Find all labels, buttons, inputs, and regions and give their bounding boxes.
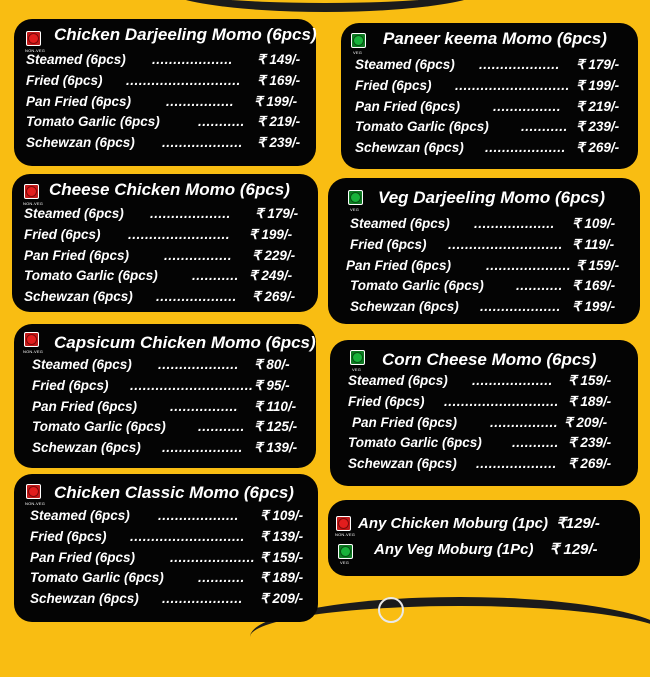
menu-card-capsicum-chicken [14,324,316,468]
badge-caption: NON-VEG [25,48,46,53]
menu-card-chicken-darjeeling [14,19,316,166]
menu-card-moburg [328,500,640,576]
menu-item-price: ₹129/- [556,515,600,532]
section-title: Chicken Classic Momo (6pcs) [54,483,294,502]
menu-item: Tomato Garlic (6pcs) ........... ₹ 249/- [24,268,293,284]
menu-item: Fried (6pcs) ........................... ₹ 189/- [348,393,612,409]
badge-caption: NON-VEG [23,201,44,206]
whisk-icon [378,597,404,623]
badge-caption: VEG [350,207,360,212]
menu-item: Pan Fried (6pcs) .................... ₹ 159/- [346,257,620,273]
menu-item: Tomato Garlic (6pcs) ........... ₹ 169/- [350,278,616,294]
menu-item: Pan Fried (6pcs) ................ ₹ 229/- [24,247,296,263]
menu-item: Schewzan (6pcs) ................... ₹ 139/- [32,440,298,456]
menu-item: Fried (6pcs) ........................... ₹ 139/- [30,528,304,544]
section-title: Cheese Chicken Momo (6pcs) [49,180,290,199]
menu-item: Steamed (6pcs) ................... ₹ 179/- [355,57,620,72]
menu-item-price: ₹ 129/- [549,541,598,558]
menu-item: Steamed (6pcs) ................... ₹ 109/- [350,216,616,231]
menu-item: Steamed (6pcs) ................... ₹ 159/- [348,373,612,388]
badge-caption: NON-VEG [23,349,44,354]
menu-card-cheese-chicken [12,174,318,312]
section-title: Corn Cheese Momo (6pcs) [382,350,597,369]
menu-item: Schewzan (6pcs) ................... ₹ 269/- [355,140,620,156]
section-title: Veg Darjeeling Momo (6pcs) [378,188,606,207]
veg-icon [338,544,353,559]
menu-item: Fried (6pcs) ............................. ₹ 95/- [32,377,290,393]
badge-caption: VEG [352,367,362,372]
menu-item: Pan Fried (6pcs) .................... ₹ 159/- [30,549,304,565]
menu-card-corn-cheese [330,340,638,486]
nonveg-icon [336,516,351,531]
nonveg-icon [26,484,41,499]
menu-item: Steamed (6pcs) ................... ₹ 179/- [24,206,299,221]
menu-item: Schewzan (6pcs) ................... ₹ 269/- [24,289,296,305]
menu-card-paneer-keema [341,23,638,169]
menu-item: Pan Fried (6pcs) ................ ₹ 219/- [355,98,620,114]
nonveg-icon [24,184,39,199]
menu-item: Schewzan (6pcs) ................... ₹ 239/- [26,135,301,151]
menu-item: Fried (6pcs) ........................... ₹ 199/- [355,77,620,93]
menu-item: Fried (6pcs) ........................ ₹ 199/- [24,226,293,242]
nonveg-icon [26,31,41,46]
decorative-swirl [160,0,490,12]
badge-caption: NON-VEG [335,532,356,537]
menu-item-name: Any Chicken Moburg (1pc) [358,515,549,532]
badge-caption: NON-VEG [25,501,46,506]
menu-item: Tomato Garlic (6pcs) ........... ₹ 189/- [30,570,304,586]
veg-icon [351,33,366,48]
badge-caption: VEG [353,50,363,55]
moburg-chicken-row [358,514,600,532]
badge-caption: VEG [340,560,350,565]
menu-item: Tomato Garlic (6pcs) ........... ₹ 125/- [32,419,298,435]
menu-item: Tomato Garlic (6pcs) ........... ₹ 239/- [348,435,612,451]
veg-icon [348,190,363,205]
menu-item: Fried (6pcs) ........................... ₹ 119/- [350,236,615,252]
section-title: Paneer keema Momo (6pcs) [383,29,607,48]
moburg-veg-row [374,540,598,558]
menu-item: Schewzan (6pcs) ................... ₹ 199/- [350,299,616,315]
menu-item: Fried (6pcs) ........................... ₹ 169/- [26,72,301,88]
section-title: Capsicum Chicken Momo (6pcs) [54,333,316,352]
menu-item: Tomato Garlic (6pcs) ........... ₹ 219/- [26,114,301,130]
section-title: Chicken Darjeeling Momo (6pcs) [54,25,317,44]
menu-item: Steamed (6pcs) ................... ₹ 80/- [32,357,290,372]
menu-item: Pan Fried (6pcs) ................ ₹ 199/- [26,93,298,109]
menu-item-name: Any Veg Moburg (1Pc) [374,541,534,558]
menu-card-veg-darjeeling [328,178,640,324]
menu-item: Schewzan (6pcs) ................... ₹ 209/- [30,591,304,607]
menu-card-chicken-classic [14,474,318,622]
menu-item: Pan Fried (6pcs) ................ ₹ 110/- [32,398,297,414]
menu-item: Steamed (6pcs) ................... ₹ 109/- [30,508,304,523]
menu-item: Pan Fried (6pcs) ................ ₹ 209/- [352,414,608,430]
nonveg-icon [24,332,39,347]
menu-item: Steamed (6pcs) ................... ₹ 149/- [26,52,301,67]
menu-item: Schewzan (6pcs) ................... ₹ 269/- [348,456,612,472]
menu-item: Tomato Garlic (6pcs) ........... ₹ 239/- [355,119,620,135]
veg-icon [350,350,365,365]
